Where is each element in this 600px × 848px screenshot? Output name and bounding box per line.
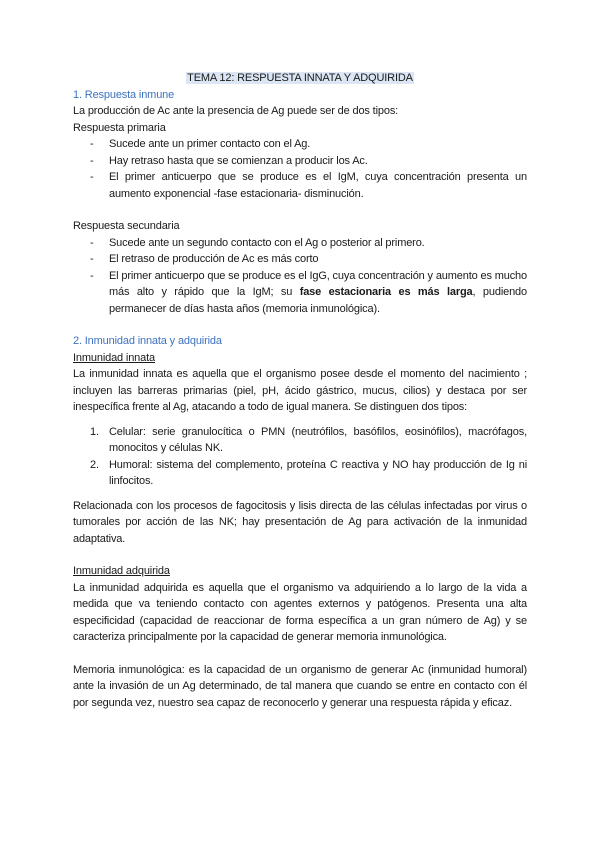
innate-related-text: Relacionada con los procesos de fagocitosis y lisis directa de las células infectadas por virus o tumorales por acción de las NK; hay presentación de Ag para activación de la inmunidad adaptativa. bbox=[73, 499, 527, 545]
innate-types-list bbox=[73, 424, 527, 490]
document-title: TEMA 12: RESPUESTA INNATA Y ADQUIRIDA bbox=[187, 72, 413, 84]
innate-immunity-label: Inmunidad innata bbox=[73, 351, 155, 364]
immunological-memory-text: Memoria inmunológica: es la capacidad de un organismo de generar Ac (inmunidad humoral) ante la invasión de un Ag determinado, de tal manera que cuando se entre en contacto con él por segunda vez, nuestro sea capaz de reconocerlo y generar una respuesta rápida y eficaz. bbox=[73, 663, 527, 709]
list-item: - Sucede ante un primer contacto con el Ag. bbox=[73, 136, 527, 153]
secondary-response-label: Respuesta secundaria bbox=[73, 220, 180, 232]
section-2-heading: 2. Inmunidad innata y adquirida bbox=[73, 335, 222, 347]
list-item: 1. Celular: serie granulocítica o PMN (neutrófilos, basófilos, eosinófilos), macrófagos, monocitos y células NK. bbox=[90, 425, 527, 454]
list-item: - El retraso de producción de Ac es más corto bbox=[73, 251, 527, 268]
primary-response-list bbox=[73, 136, 527, 202]
list-item: - El primer anticuerpo que se produce es el IgM, cuya concentración presenta un aumento exponencial -fase estacionaria- disminución. bbox=[73, 169, 527, 202]
secondary-response-list bbox=[73, 235, 527, 318]
section-1-heading: 1. Respuesta inmune bbox=[73, 88, 175, 101]
list-item: - Hay retraso hasta que se comienzan a producir los Ac. bbox=[73, 153, 527, 170]
acquired-immunity-text: La inmunidad adquirida es aquella que el organismo va adquiriendo a lo largo de la vida a medida que va teniendo contacto con agentes externos y patógenos. Presenta una alta especificidad (capacidad de reaccionar de forma específica a un gran número de Ag) y se caracteriza principalmente por la capacidad de generar memoria inmunológica. bbox=[73, 581, 527, 643]
bold-phrase: fase estacionaria es más larga bbox=[299, 286, 473, 298]
innate-immunity-text: La inmunidad innata es aquella que el organismo posee desde el momento del nacimiento ; incluyen las barreras primarias (piel, pH, ácido gástrico, mucus, cilios) y destaca por ser inespecífica frente al Ag, atacando a todo de igual manera. Se distinguen dos tipos: bbox=[73, 368, 527, 413]
list-item: - Sucede ante un segundo contacto con el Ag o posterior al primero. bbox=[73, 235, 527, 252]
list-item: 2. Humoral: sistema del complemento, proteína C reactiva y NO hay producción de Ig ni linfocitos. bbox=[90, 458, 527, 487]
acquired-immunity-label: Inmunidad adquirida bbox=[73, 565, 170, 577]
document-body bbox=[73, 70, 527, 711]
section-1-intro: La producción de Ac ante la presencia de Ag puede ser de dos tipos: bbox=[73, 105, 399, 117]
list-item: - El primer anticuerpo que se produce es el IgG, cuya concentración y aumento es mucho más alto y rápido que la IgM; su fase estacionaria es más larga, pudiendo permanecer de días hasta años (memoria inmunológica). bbox=[73, 268, 527, 318]
primary-response-label: Respuesta primaria bbox=[73, 121, 166, 134]
